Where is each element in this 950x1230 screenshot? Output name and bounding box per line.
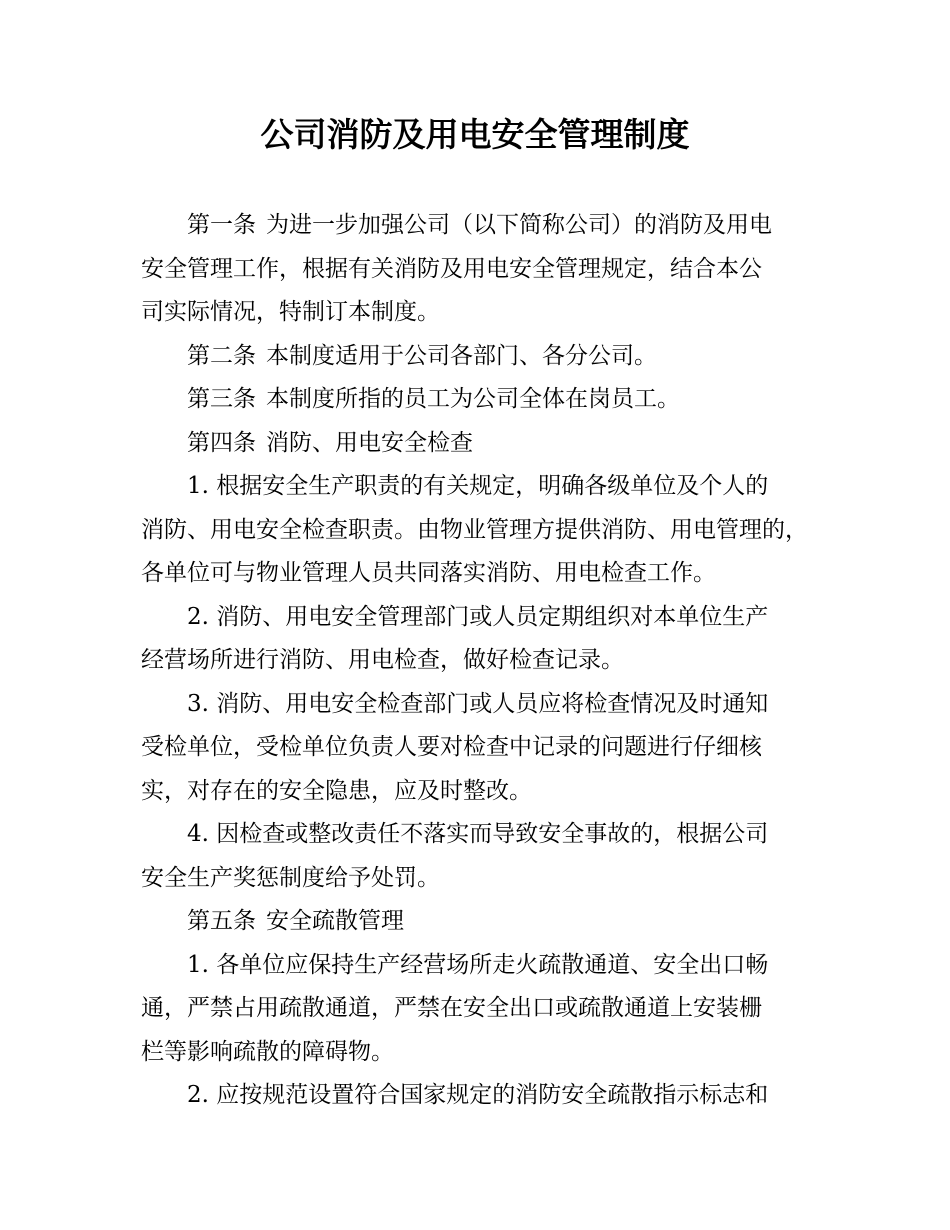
article-number: 第三条: [187, 386, 256, 412]
paragraph-line: 实，对存在的安全隐患，应及时整改。: [141, 777, 532, 804]
article-number: 第四条: [187, 429, 256, 456]
paragraph-line: 1. 根据安全生产职责的有关规定，明确各级单位及个人的: [187, 473, 769, 499]
article-4-heading: [141, 422, 826, 466]
paragraph-line: 各单位可与物业管理人员共同落实消防、用电检查工作。: [141, 560, 716, 586]
paragraph-line: [141, 900, 826, 944]
paragraph-line: 4. 因检查或整改责任不落实而导致安全事故的，根据公司: [187, 821, 769, 847]
paragraph-line: 消防、用电安全检查职责。由物业管理方提供消防、用电管理的，: [141, 516, 808, 543]
paragraph-line: 栏等影响疏散的障碍物。: [141, 1038, 394, 1065]
paragraph-line: 受检单位，受检单位负责人要对检查中记录的问题进行仔细核: [141, 734, 762, 760]
article-2-paragraph: [141, 335, 826, 379]
paragraph-line: [141, 422, 826, 466]
article-number: 第五条: [187, 908, 256, 934]
paragraph-line: 司实际情况，特制订本制度。: [141, 299, 440, 325]
article-number: 第二条: [187, 342, 256, 369]
article-4-item-3: [141, 683, 826, 814]
paragraph-line: 经营场所进行消防、用电检查，做好检查记录。: [141, 647, 624, 673]
article-4-item-1: [141, 465, 826, 596]
article-4-item-2: [141, 596, 826, 683]
document-title: 公司消防及用电安全管理制度: [260, 115, 690, 154]
paragraph-text: 为进一步加强公司（以下简称公司）的消防及用电: [266, 212, 772, 238]
paragraph-line: [141, 378, 826, 422]
article-5-heading: [141, 900, 826, 944]
article-5-item-1: [141, 944, 826, 1075]
article-4-item-4: [141, 813, 826, 900]
paragraph-line: [141, 204, 826, 248]
article-number: 第一条: [187, 212, 256, 238]
paragraph-text: 安全疏散管理: [266, 908, 404, 934]
article-3-paragraph: [141, 378, 826, 422]
paragraph-line: 1. 各单位应保持生产经营场所走火疏散通道、安全出口畅: [187, 951, 769, 978]
article-1-paragraph: [141, 204, 826, 335]
paragraph-text: 本制度适用于公司各部门、各分公司。: [266, 342, 657, 369]
paragraph-text: 本制度所指的员工为公司全体在岗员工。: [266, 386, 680, 412]
paragraph-line: 3. 消防、用电安全检查部门或人员应将检查情况及时通知: [187, 690, 769, 717]
paragraph-line: 通，严禁占用疏散通道，严禁在安全出口或疏散通道上安装栅: [141, 995, 762, 1021]
paragraph-line: 安全管理工作，根据有关消防及用电安全管理规定，结合本公: [141, 255, 762, 282]
document-body: [141, 204, 826, 1118]
paragraph-line: 2. 消防、用电安全管理部门或人员定期组织对本单位生产: [187, 603, 769, 630]
paragraph-text: 消防、用电安全检查: [266, 429, 473, 456]
paragraph-line: 2. 应按规范设置符合国家规定的消防安全疏散指示标志和: [187, 1082, 769, 1108]
paragraph-line: [141, 335, 826, 379]
paragraph-line: 安全生产奖惩制度给予处罚。: [141, 864, 440, 891]
article-5-item-2: [141, 1074, 826, 1118]
